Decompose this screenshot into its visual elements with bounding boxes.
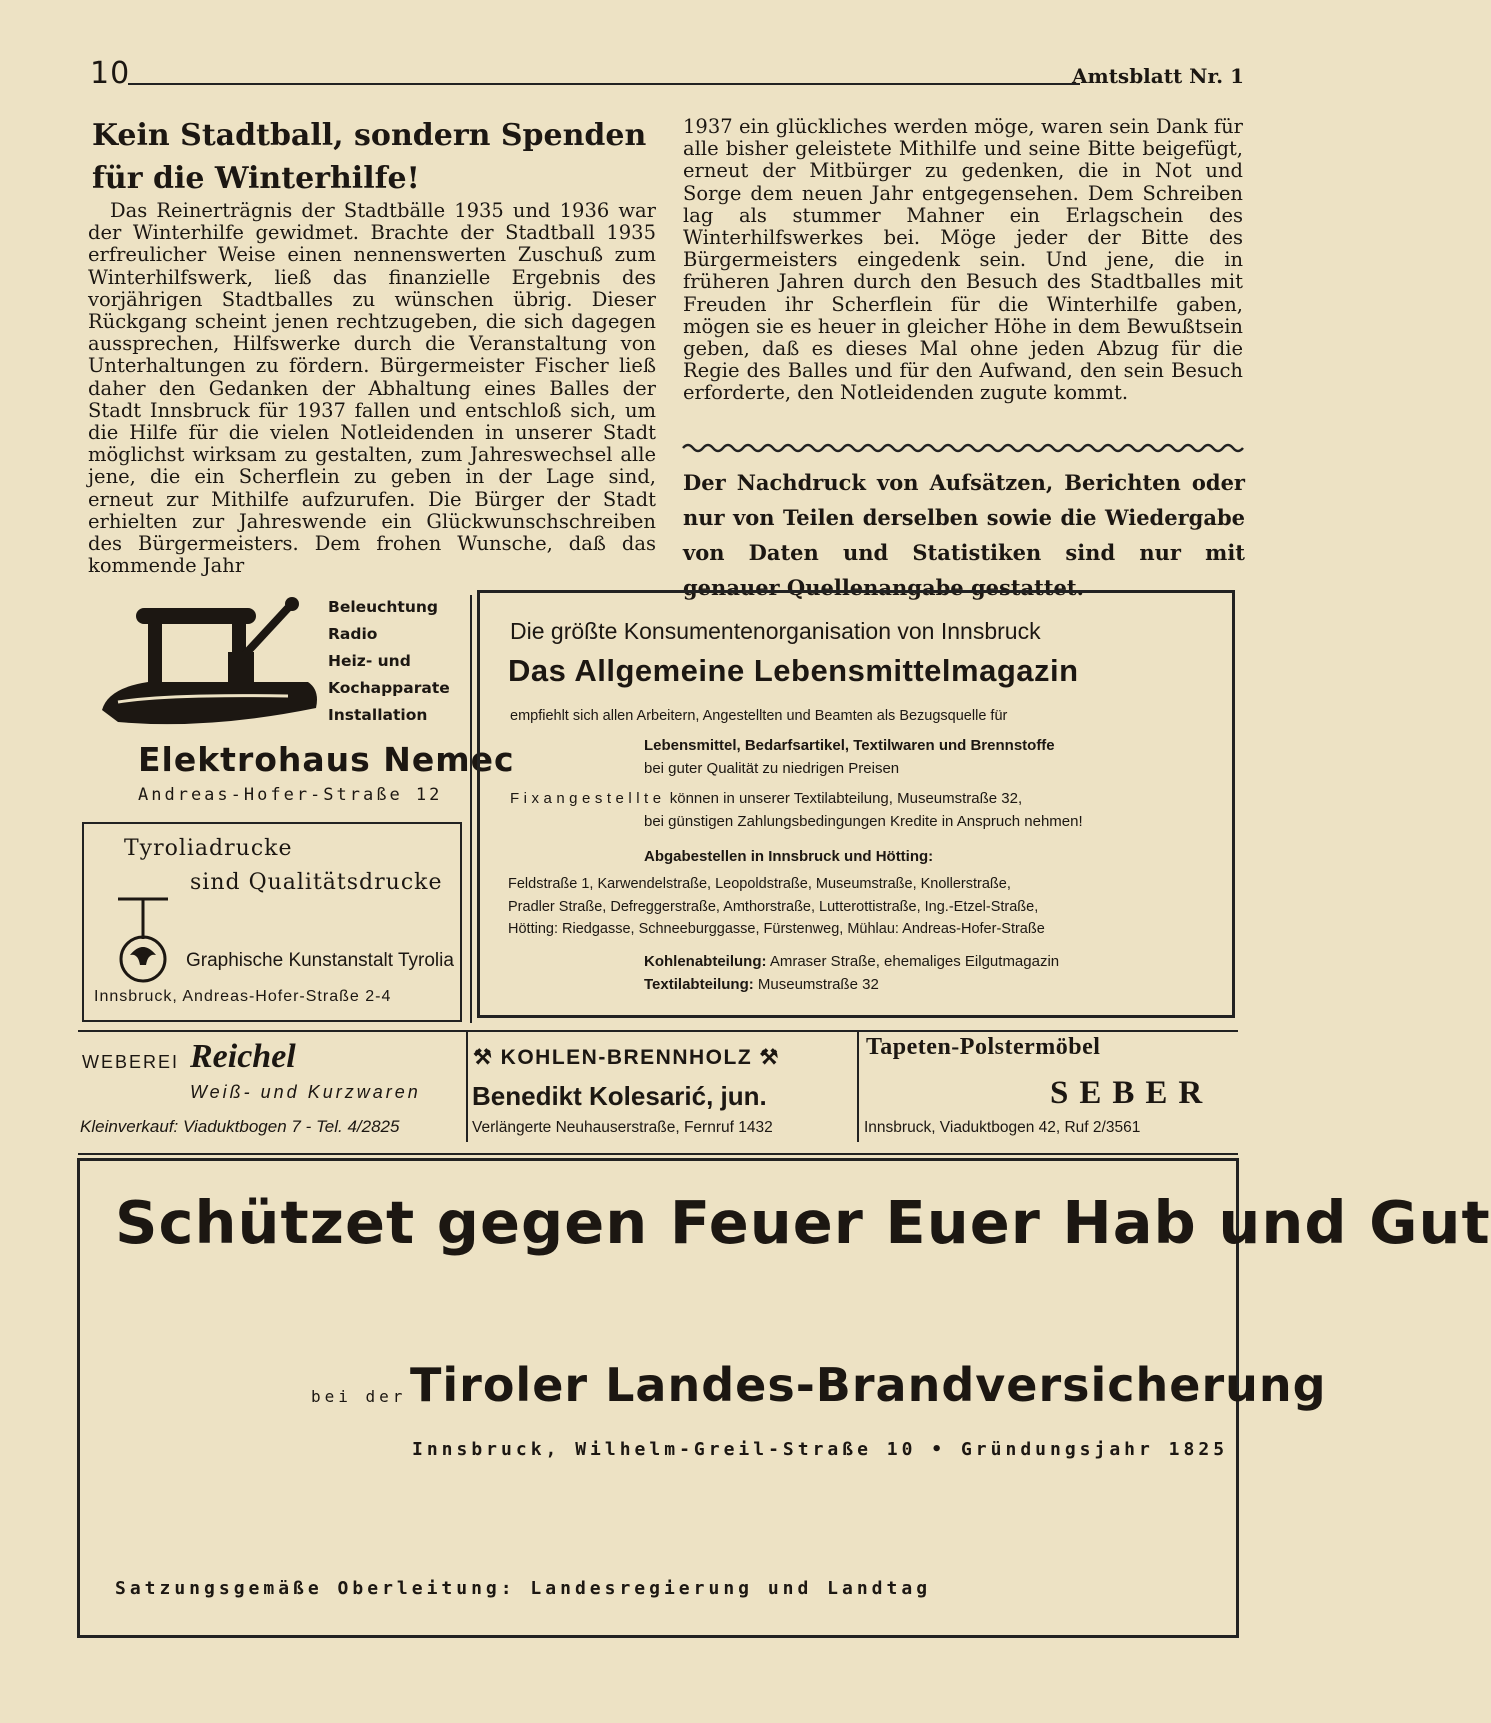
lebensmittel-outlets-heading: Abgabestellen in Innsbruck und Hötting: bbox=[644, 848, 934, 865]
weberei-name: Reichel bbox=[190, 1038, 296, 1075]
article-title-line2: für die Winterhilfe! bbox=[92, 161, 420, 196]
outlet-line: Pradler Straße, Defreggerstraße, Amthorstraße, Lutterottistraße, Ing.-Etzel-Straße, bbox=[508, 898, 1039, 915]
lebensmittel-fixed bbox=[510, 790, 1022, 807]
textile-department bbox=[644, 973, 1059, 996]
weberei-goods: Weiß- und Kurzwaren bbox=[190, 1082, 421, 1102]
coal-value: Amraser Straße, ehemaliges Eilgutmagazin bbox=[769, 953, 1060, 970]
lebensmittel-departments bbox=[644, 950, 1059, 996]
textile-value: Museumstraße 32 bbox=[757, 976, 879, 993]
header-rule bbox=[128, 83, 1080, 85]
coal-label: Kohlenabteilung: bbox=[644, 953, 767, 970]
fixed-text: können in unserer Textilabteilung, Museumstraße 32, bbox=[669, 790, 1023, 807]
service-item: Kochapparate bbox=[328, 679, 450, 697]
reprint-notice: Der Nachdruck von Aufsätzen, Berichten oder nur von Teilen derselben sowie die Wiedergabe von Daten und Statistiken sind nur mit genauer Quellenangabe gestattet. bbox=[683, 470, 1245, 600]
nemec-services bbox=[328, 594, 450, 729]
brand-firm: Tiroler Landes-Brandversicherung bbox=[410, 1358, 1327, 1412]
kohlen-address: Verlängerte Neuhauserstraße, Fernruf 1432 bbox=[472, 1119, 773, 1136]
textile-label: Textilabteilung: bbox=[644, 976, 754, 993]
brand-address: Innsbruck, Wilhelm-Greil-Straße 10 • Gründungsjahr 1825 bbox=[412, 1439, 1229, 1460]
tyrolia-address: Innsbruck, Andreas-Hofer-Straße 2-4 bbox=[94, 988, 392, 1005]
lebensmittel-recommend: empfiehlt sich allen Arbeitern, Angestellten und Beamten als Bezugsquelle für bbox=[510, 708, 1008, 724]
brand-headline: Schützet gegen Feuer Euer Hab und Gut bbox=[115, 1188, 1491, 1257]
lebensmittel-subtitle: Die größte Konsumentenorganisation von Innsbruck bbox=[510, 618, 1041, 644]
lebensmittel-title: Das Allgemeine Lebensmittelmagazin bbox=[508, 653, 1079, 688]
brand-prefix: bei der bbox=[311, 1387, 407, 1406]
row-divider-bottom bbox=[78, 1153, 1238, 1155]
issue-label: Amtsblatt Nr. 1 bbox=[1072, 64, 1244, 88]
tyrolia-line2: sind Qualitätsdrucke bbox=[190, 870, 443, 895]
eagle-emblem-icon bbox=[108, 895, 178, 985]
lebensmittel-credit: bei günstigen Zahlungsbedingungen Kredite in Anspruch nehmen! bbox=[644, 813, 1083, 830]
row-divider-top bbox=[78, 1030, 1238, 1032]
kohlen-name: Benedikt Kolesarić, jun. bbox=[472, 1081, 767, 1111]
nemec-name: Elektrohaus Nemec bbox=[138, 740, 515, 779]
nemec-address: Andreas-Hofer-Straße 12 bbox=[138, 785, 443, 805]
service-item: Installation bbox=[328, 706, 428, 724]
service-item: Beleuchtung bbox=[328, 598, 438, 616]
weberei-address: Kleinverkauf: Viaduktbogen 7 - Tel. 4/2825 bbox=[80, 1117, 400, 1136]
article-column-right: 1937 ein glückliches werden möge, waren sein Dank für alle bisher geleistete Mithilfe und seine Bitte beigefügt, erneut der Mitbürger zu gedenken, die in Not und Sorge dem neuen Jahr entgegensehen. Dem Schreiben lag als stummer Mahner ein Erlagschein des Winterhilfswerkes bei. Möge jeder der Bitte des Bürgermeisters eingedenk sein. Und jene, die in früheren Jahren durch den Besuch des Stadtballes mit Freuden ihr Scherflein für die Winterhilfe gaben, mögen sie es heuer in gleicher Höhe in dem Bewußtsein geben, daß es dieses Mal ohne jeden Abzug für die Regie des Balles und für den Aufwand, den sein Besuch erforderte, den Notleidenden zugute kommt. bbox=[683, 115, 1243, 405]
outlet-line: Feldstraße 1, Karwendelstraße, Leopoldstraße, Museumstraße, Knollerstraße, bbox=[508, 876, 1011, 892]
page-number: 10 bbox=[90, 56, 131, 91]
article-title bbox=[92, 114, 672, 200]
column-divider bbox=[470, 595, 472, 1023]
lebensmittel-goods-note: bei guter Qualität zu niedrigen Preisen bbox=[644, 760, 900, 777]
coal-department bbox=[644, 950, 1059, 973]
service-item: Heiz- und bbox=[328, 652, 411, 670]
tyrolia-firm: Graphische Kunstanstalt Tyrolia bbox=[186, 950, 454, 971]
weberei-label: WEBEREI bbox=[82, 1052, 180, 1072]
lebensmittel-outlets bbox=[508, 873, 1045, 941]
article-title-line1: Kein Stadtball, sondern Spenden bbox=[92, 118, 647, 153]
seber-name: SEBER bbox=[1050, 1075, 1214, 1111]
kohlen-heading bbox=[473, 1045, 780, 1070]
column-divider bbox=[466, 1032, 468, 1142]
outlet-line: Hötting: Riedgasse, Schneeburggasse, Fürstenweg, Mühlau: Andreas-Hofer-Straße bbox=[508, 921, 1045, 937]
tyrolia-line1: Tyroliadrucke bbox=[124, 836, 293, 861]
service-item: Radio bbox=[328, 625, 378, 643]
hammer-pick-icon: ⚒ bbox=[759, 1046, 780, 1069]
wavy-divider bbox=[683, 442, 1243, 454]
lebensmittel-goods: Lebensmittel, Bedarfsartikel, Textilwaren und Brennstoffe bbox=[644, 737, 1055, 754]
seber-heading: Tapeten-Polstermöbel bbox=[866, 1034, 1101, 1060]
electric-iron-icon bbox=[88, 590, 318, 730]
brand-footer: Satzungsgemäße Oberleitung: Landesregierung und Landtag bbox=[115, 1578, 932, 1599]
hammer-pick-icon: ⚒ bbox=[473, 1046, 494, 1069]
kohlen-heading-text: KOHLEN-BRENNHOLZ bbox=[500, 1046, 753, 1069]
fixed-label: Fixangestellte bbox=[510, 790, 666, 807]
column-divider bbox=[857, 1032, 859, 1142]
seber-address: Innsbruck, Viaduktbogen 42, Ruf 2/3561 bbox=[864, 1119, 1141, 1136]
article-column-left: Das Reinerträgnis der Stadtbälle 1935 und 1936 war der Winterhilfe gewidmet. Brachte der Stadtball 1935 erfreulicher Weise einen nennenswerten Zuschuß zum Winterhilfswerk, ließ das finanzielle Ergebnis des vorjährigen Stadtballes zu wünschen übrig. Dieser Rückgang scheint jenen rechtzugeben, die sich dagegen aussprechen, Hilfswerke durch die Veranstaltung von Unterhaltungen zu fördern. Bürgermeister Fischer ließ daher den Gedanken der Abhaltung eines Balles der Stadt Innsbruck für 1937 fallen und entschloß sich, um die Hilfe für die vielen Notleidenden in unserer Stadt möglichst wirksam zu gestalten, zum Jahreswechsel alle jene, die ein Scherflein zu geben in der Lage sind, erneut zur Mithilfe aufzurufen. Die Bürger der Stadt erhielten zur Jahreswende ein Glückwunschschreiben des Bürgermeisters. Dem frohen Wunsche, daß das kommende Jahr bbox=[88, 199, 656, 578]
